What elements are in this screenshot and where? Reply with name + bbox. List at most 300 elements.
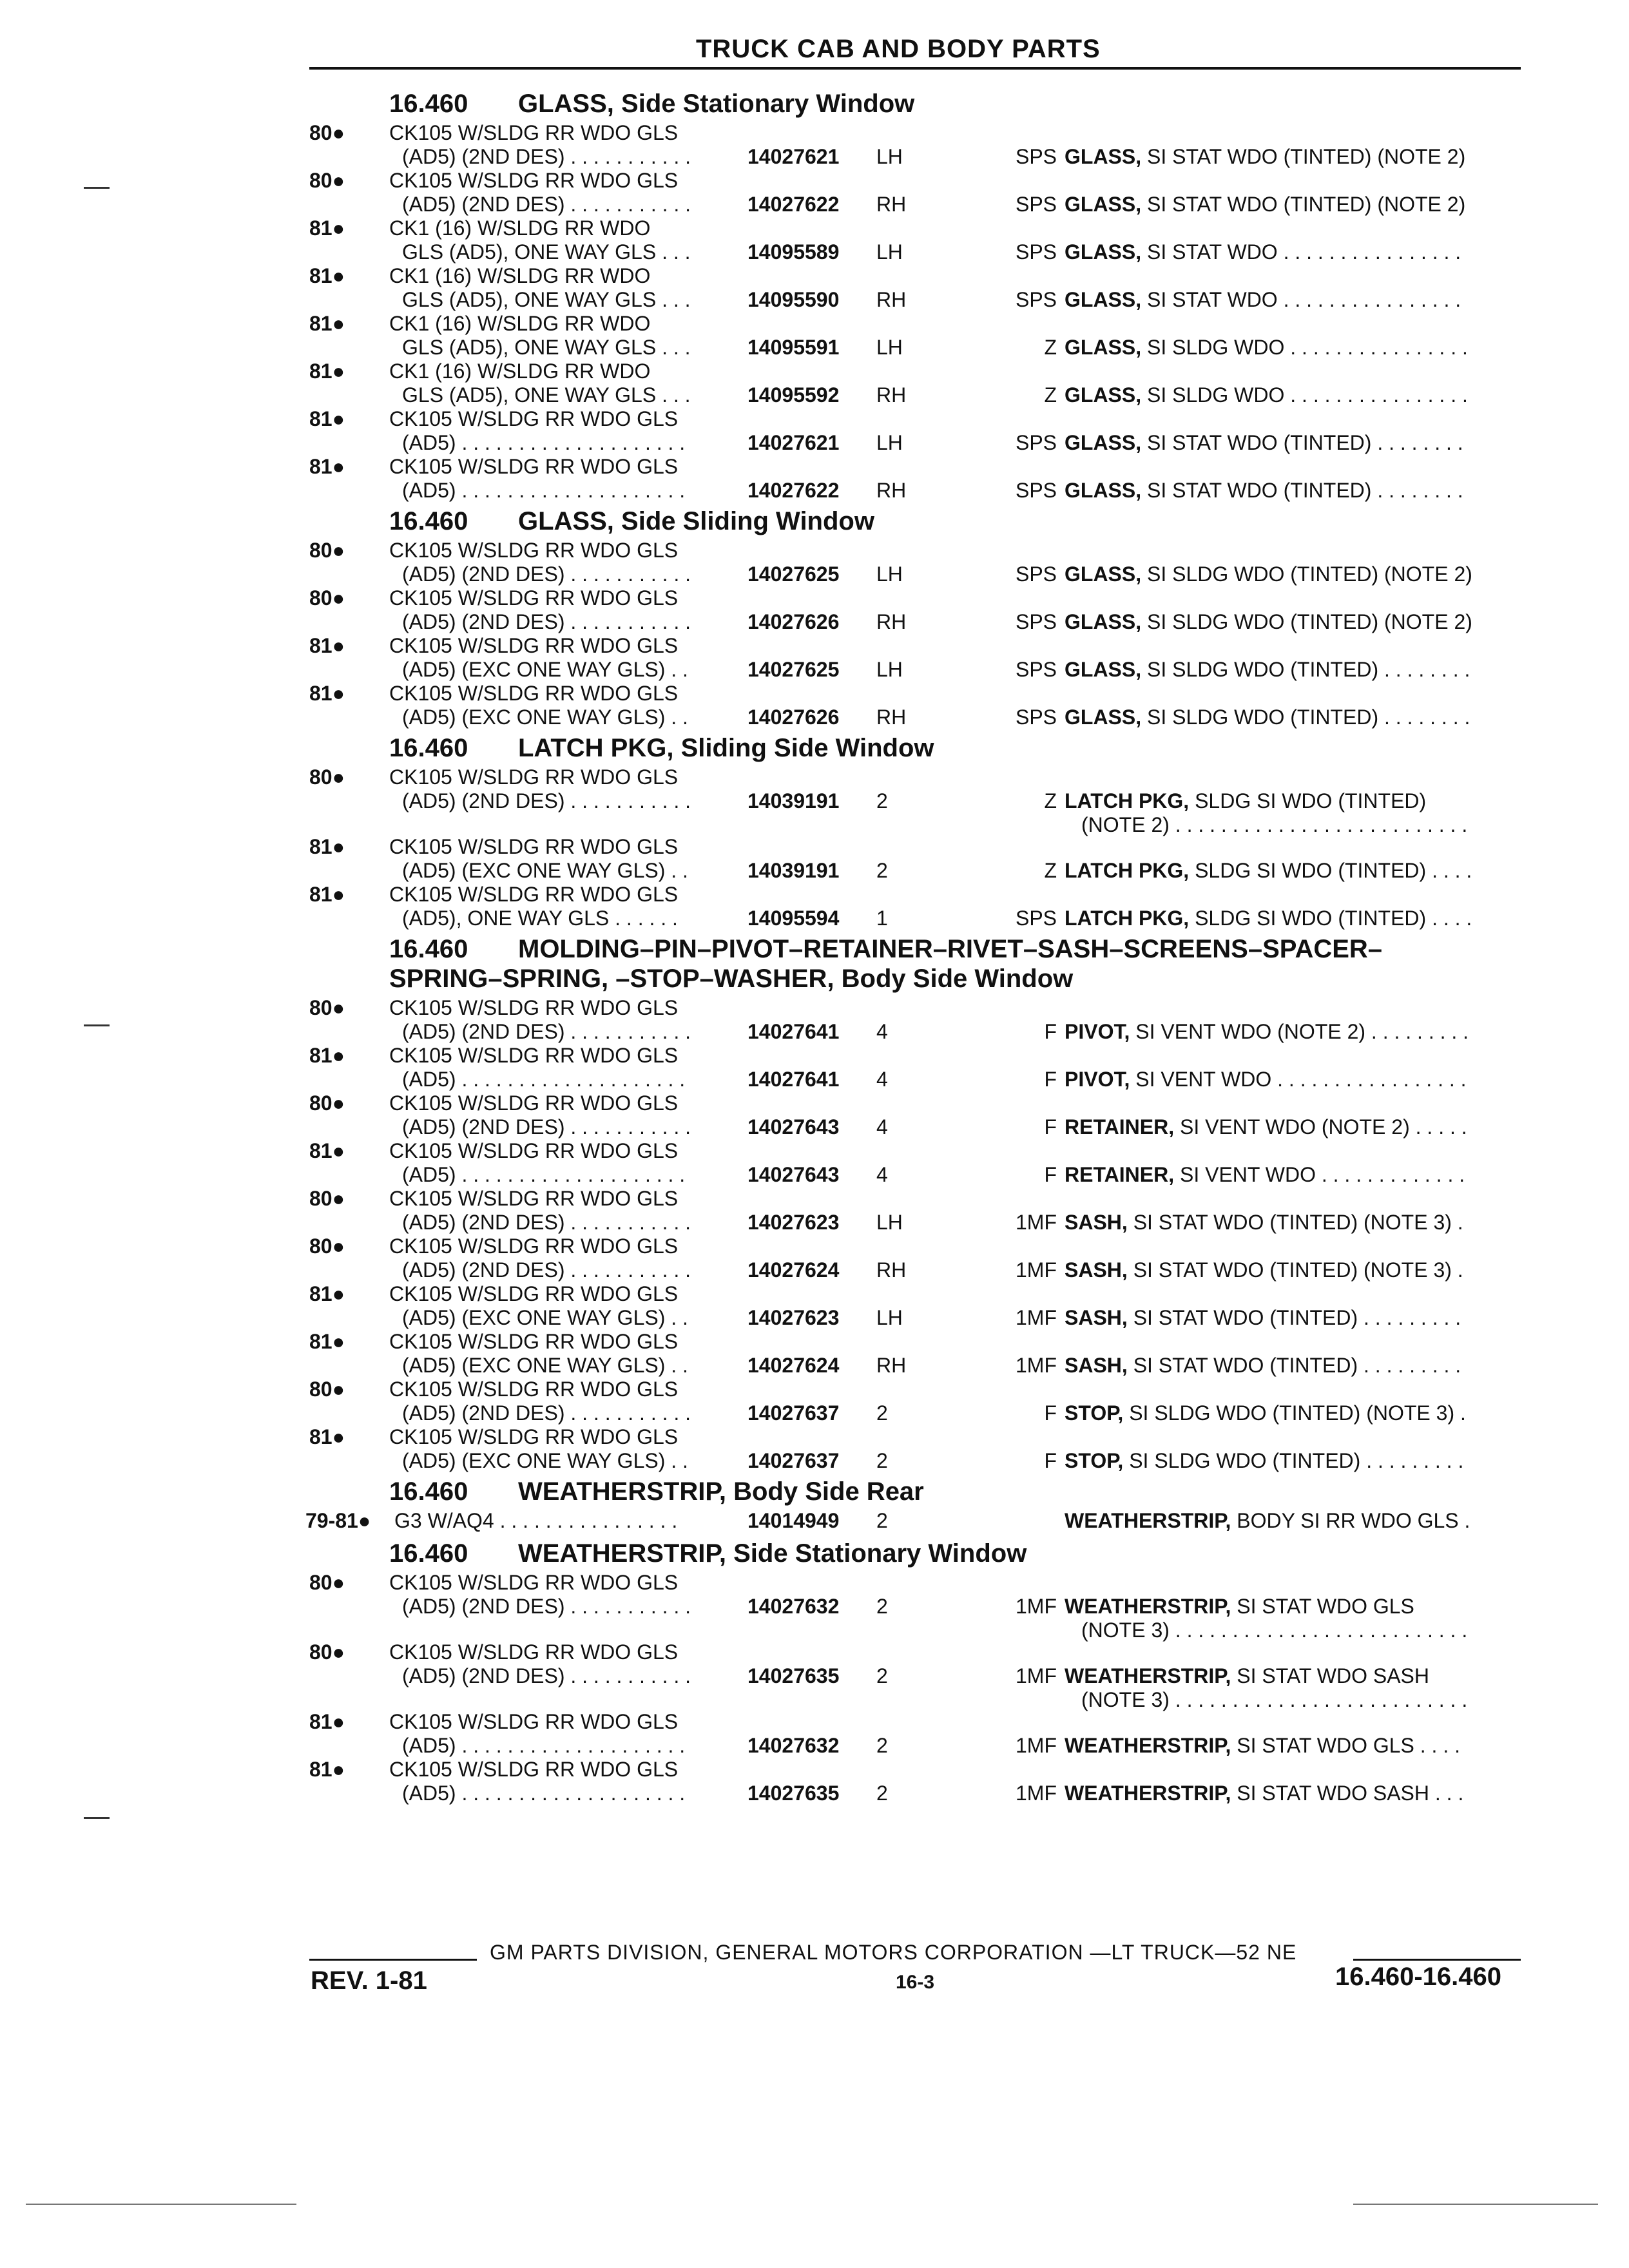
part-name: GLASS, [1065,240,1142,264]
section-code: 16.460 [389,90,468,118]
part-number: 14014949 [747,1509,840,1532]
part-description [1065,240,1522,264]
source-code: SPS [1015,706,1057,729]
model-year: 81● [309,1139,345,1162]
part-description [1065,479,1522,503]
model-application: CK105 W/SLDG RR WDO GLS [389,539,679,562]
model-application-detail: (AD5) (2ND DES) . . . . . . . . . . . [402,789,691,812]
part-row [309,264,1521,312]
model-year: 81● [309,1044,345,1067]
quantity: 2 [876,859,888,882]
part-row [309,1758,1521,1805]
quantity: LH [876,240,903,264]
model-year: 80● [309,765,345,789]
part-number: 14027623 [747,1306,840,1329]
model-application: CK105 W/SLDG RR WDO GLS [389,121,679,144]
part-row [309,883,1521,930]
part-row [309,216,1521,264]
part-name: GLASS, [1065,288,1142,311]
part-name: GLASS, [1065,479,1142,502]
part-description-continued: (NOTE 3) . . . . . . . . . . . . . . . . . . . . . . . . . . [1081,1619,1468,1642]
source-code: SPS [1015,240,1057,264]
part-description-detail: SI SLDG WDO (TINTED) (NOTE 3) . [1123,1401,1466,1425]
catalog-section [309,89,1521,503]
section-heading [309,506,1521,536]
part-number: 14027624 [747,1354,840,1377]
part-number: 14095594 [747,907,840,930]
part-row [309,455,1521,503]
model-application-detail: (AD5) (2ND DES) . . . . . . . . . . . [402,1020,691,1043]
part-description-detail: SI STAT WDO (TINTED) (NOTE 2) [1141,193,1466,216]
part-description [1065,1734,1522,1758]
part-description-detail: SI SLDG WDO . . . . . . . . . . . . . . . . [1141,336,1468,359]
part-description [1065,193,1522,216]
section-range: 16.460-16.460 [1335,1963,1502,1991]
part-description-detail: SLDG SI WDO (TINTED) . . . . [1189,907,1472,930]
quantity: LH [876,336,903,359]
part-row [309,1330,1521,1378]
part-row [309,1571,1521,1640]
footer-rule [1353,1959,1521,1961]
part-description-detail: SI STAT WDO SASH [1231,1664,1429,1687]
model-year: 81● [309,1282,345,1305]
part-number: 14027635 [747,1782,840,1805]
model-year: 81● [309,455,345,478]
model-application: CK1 (16) W/SLDG RR WDO [389,216,651,240]
part-row [309,1378,1521,1425]
part-row [309,1425,1521,1473]
source-code: SPS [1015,479,1057,502]
part-row [309,1139,1521,1187]
part-description [1065,1664,1522,1688]
model-year: 80● [309,1571,345,1594]
margin-mark [84,1024,110,1026]
part-name: GLASS, [1065,562,1142,586]
section-heading [309,89,1521,119]
source-code: 1MF [1016,1306,1057,1329]
model-application-detail: (AD5) . . . . . . . . . . . . . . . . . . . . [402,1734,686,1757]
footer-rule [309,1959,477,1961]
quantity: 4 [876,1068,888,1091]
part-description-detail: SLDG SI WDO (TINTED) . . . . [1189,859,1472,882]
part-number: 14027623 [747,1211,840,1234]
part-number: 14027632 [747,1595,840,1618]
part-description-detail: SI VENT WDO . . . . . . . . . . . . . [1174,1163,1465,1186]
part-name: GLASS, [1065,383,1142,407]
model-application: CK105 W/SLDG RR WDO GLS [389,996,679,1019]
part-name: WEATHERSTRIP, [1065,1664,1231,1687]
section-code: 16.460 [389,1477,468,1506]
model-application-detail: GLS (AD5), ONE WAY GLS . . . [402,240,691,264]
model-year: 81● [309,360,345,383]
quantity: 2 [876,1664,888,1687]
part-description-detail: SI STAT WDO (TINTED) . . . . . . . . . [1127,1306,1461,1329]
part-row [309,682,1521,729]
quantity: 2 [876,1449,888,1472]
model-year: 81● [309,1710,345,1733]
catalog-section [305,1477,1521,1535]
quantity: LH [876,1211,903,1234]
model-year: 80● [309,539,345,562]
section-title: LATCH PKG, Sliding Side Window [518,734,934,762]
model-application: CK1 (16) W/SLDG RR WDO [389,360,651,383]
part-number: 14027624 [747,1258,840,1282]
part-description [1065,1401,1522,1425]
part-row [309,586,1521,634]
section-title: WEATHERSTRIP, Body Side Rear [518,1477,924,1506]
part-name: SASH, [1065,1354,1128,1377]
part-number: 14027641 [747,1020,840,1043]
model-year: 81● [309,682,345,705]
scan-artifact [1353,2204,1598,2205]
quantity: LH [876,431,903,454]
section-heading [309,1539,1521,1568]
part-description [1065,789,1522,813]
catalog-section [309,733,1521,930]
model-application-detail: (AD5) (EXC ONE WAY GLS) . . [402,706,688,729]
part-row [309,1091,1521,1139]
part-description [1065,1258,1522,1282]
source-code: F [1044,1115,1057,1139]
part-description [1065,1163,1522,1187]
source-code: Z [1044,336,1057,359]
part-description-detail: SI SLDG WDO (TINTED) . . . . . . . . [1141,706,1470,729]
part-description [1065,1211,1522,1235]
source-code: Z [1044,859,1057,882]
source-code: 1MF [1016,1258,1057,1282]
part-description-detail: SI STAT WDO (TINTED) (NOTE 3) . [1127,1211,1463,1234]
part-description-detail: SI VENT WDO . . . . . . . . . . . . . . . . . [1130,1068,1467,1091]
source-code: F [1044,1020,1057,1043]
section-heading [309,733,1521,763]
part-description-detail: SI SLDG WDO (TINTED) . . . . . . . . [1141,658,1470,681]
scan-artifact [26,2204,296,2205]
source-code: SPS [1015,907,1057,930]
parts-catalog-list [305,85,1521,1805]
part-description-detail: SI STAT WDO (TINTED) (NOTE 3) . [1127,1258,1463,1282]
footer-publisher-line: GM PARTS DIVISION, GENERAL MOTORS CORPORATION —LT TRUCK—52 NE [490,1941,1297,1964]
part-description-detail: SI STAT WDO . . . . . . . . . . . . . . . . [1141,240,1461,264]
source-code: Z [1044,383,1057,407]
part-row [309,634,1521,682]
model-year: 80● [309,169,345,192]
part-description [1065,859,1522,883]
part-number: 14027632 [747,1734,840,1757]
model-application: CK105 W/SLDG RR WDO GLS [389,1640,679,1664]
model-year: 81● [309,1758,345,1781]
part-number: 14039191 [747,859,840,882]
model-year: 81● [309,835,345,858]
source-code: SPS [1015,431,1057,454]
part-name: WEATHERSTRIP, [1065,1782,1231,1805]
source-code: 1MF [1016,1354,1057,1377]
part-name: PIVOT, [1065,1068,1130,1091]
quantity: 4 [876,1020,888,1043]
part-row [305,1509,1521,1535]
quantity: RH [876,1258,907,1282]
part-description [1065,658,1522,682]
source-code: SPS [1015,562,1057,586]
part-description-detail: BODY SI RR WDO GLS . [1231,1509,1470,1532]
part-row [309,539,1521,586]
source-code: F [1044,1401,1057,1425]
model-year: 81● [309,264,345,287]
model-application: CK105 W/SLDG RR WDO GLS [389,1091,679,1115]
model-application: CK105 W/SLDG RR WDO GLS [389,1330,679,1353]
catalog-section [309,1539,1521,1805]
part-row [309,996,1521,1044]
part-name: SASH, [1065,1258,1128,1282]
model-year: 80● [309,996,345,1019]
quantity: 2 [876,1782,888,1805]
source-code: 1MF [1016,1782,1057,1805]
page-number: 16-3 [896,1972,935,1993]
part-row [309,1044,1521,1091]
part-name: GLASS, [1065,145,1142,168]
part-description-detail: SLDG SI WDO (TINTED) [1189,789,1427,812]
catalog-section [309,506,1521,729]
part-row [309,169,1521,216]
part-name: LATCH PKG, [1065,859,1190,882]
section-code: 16.460 [389,734,468,762]
part-description [1065,706,1522,729]
source-code: SPS [1015,658,1057,681]
part-description-detail: SI SLDG WDO (TINTED) (NOTE 2) [1141,562,1472,586]
section-code: 16.460 [389,507,468,535]
part-description [1065,562,1522,586]
part-description-detail: SI STAT WDO GLS [1231,1595,1414,1618]
part-name: LATCH PKG, [1065,907,1190,930]
model-application-detail: (AD5) (2ND DES) . . . . . . . . . . . [402,562,691,586]
model-application-detail: (AD5) (EXC ONE WAY GLS) . . [402,1306,688,1329]
model-application: CK105 W/SLDG RR WDO GLS [389,1758,679,1781]
part-name: GLASS, [1065,658,1142,681]
model-application: CK105 W/SLDG RR WDO GLS [389,1187,679,1210]
part-description [1065,1068,1522,1091]
part-description-continued: (NOTE 3) . . . . . . . . . . . . . . . . . . . . . . . . . . [1081,1688,1468,1711]
model-year: 80● [309,1235,345,1258]
part-description-detail: SI SLDG WDO (TINTED) . . . . . . . . . [1123,1449,1464,1472]
part-number: 14027643 [747,1163,840,1186]
source-code: SPS [1015,145,1057,168]
part-number: 14027637 [747,1401,840,1425]
quantity: RH [876,706,907,729]
quantity: RH [876,1354,907,1377]
model-application-detail: (AD5) . . . . . . . . . . . . . . . . . . . . [402,1068,686,1091]
part-name: RETAINER, [1065,1115,1175,1139]
model-application: CK105 W/SLDG RR WDO GLS [389,586,679,610]
source-code: F [1044,1449,1057,1472]
part-description [1065,1115,1522,1139]
part-number: 14027635 [747,1664,840,1687]
part-description-detail: SI VENT WDO (NOTE 2) . . . . . . . . . [1130,1020,1469,1043]
model-application-detail: (AD5) . . . . . . . . . . . . . . . . . . . . [402,1163,686,1186]
part-description [1065,336,1522,360]
quantity: 2 [876,789,888,812]
quantity: 2 [876,1734,888,1757]
model-application: CK105 W/SLDG RR WDO GLS [389,1378,679,1401]
quantity: RH [876,479,907,502]
model-application-detail: (AD5) (2ND DES) . . . . . . . . . . . [402,193,691,216]
model-application: CK105 W/SLDG RR WDO GLS [389,455,679,478]
model-application-detail: (AD5), ONE WAY GLS . . . . . . [402,907,678,930]
model-application-detail: (AD5) (2ND DES) . . . . . . . . . . . [402,1115,691,1139]
part-description-detail: SI SLDG WDO . . . . . . . . . . . . . . . . [1141,383,1468,407]
part-number: 14095592 [747,383,840,407]
part-number: 14027625 [747,658,840,681]
part-number: 14027621 [747,431,840,454]
quantity: 4 [876,1115,888,1139]
model-application: CK105 W/SLDG RR WDO GLS [389,407,679,430]
model-application: CK105 W/SLDG RR WDO GLS [389,634,679,657]
source-code: 1MF [1016,1664,1057,1687]
part-description [1065,431,1522,455]
model-application-detail: (AD5) (2ND DES) . . . . . . . . . . . [402,1258,691,1282]
part-name: SASH, [1065,1211,1128,1234]
quantity: 1 [876,907,888,930]
quantity: 2 [876,1509,888,1532]
model-application-detail: GLS (AD5), ONE WAY GLS . . . [402,336,691,359]
part-name: PIVOT, [1065,1020,1130,1043]
part-description [1065,907,1522,930]
model-application-detail: (AD5) (2ND DES) . . . . . . . . . . . [402,610,691,633]
model-year: 80● [309,121,345,144]
part-description [1065,288,1522,312]
part-description-detail: SI STAT WDO . . . . . . . . . . . . . . . . [1141,288,1461,311]
part-number: 14095591 [747,336,840,359]
quantity: 4 [876,1163,888,1186]
model-application-detail: GLS (AD5), ONE WAY GLS . . . [402,288,691,311]
model-year: 80● [309,1378,345,1401]
source-code: 1MF [1016,1734,1057,1757]
model-application-detail: (AD5) (EXC ONE WAY GLS) . . [402,658,688,681]
section-heading [309,934,1521,994]
part-number: 14095589 [747,240,840,264]
part-description [1065,1782,1522,1805]
catalog-section [309,934,1521,1473]
part-row [309,121,1521,169]
part-row [309,312,1521,360]
header-rule [309,67,1521,70]
source-code: SPS [1015,610,1057,633]
part-name: STOP, [1065,1401,1124,1425]
section-title: WEATHERSTRIP, Side Stationary Window [518,1539,1027,1568]
part-number: 14027626 [747,706,840,729]
quantity: 2 [876,1595,888,1618]
section-code: 16.460 [389,1539,468,1568]
model-year: 80● [309,586,345,610]
quantity: RH [876,383,907,407]
model-year: 80● [309,1187,345,1210]
model-application-detail: (AD5) (EXC ONE WAY GLS) . . [402,859,688,882]
part-number: 14027637 [747,1449,840,1472]
model-application-detail: (AD5) (2ND DES) . . . . . . . . . . . [402,1401,691,1425]
part-number: 14027626 [747,610,840,633]
source-code: SPS [1015,193,1057,216]
revision-label: REV. 1-81 [311,1966,427,1995]
part-row [309,1187,1521,1235]
section-title: GLASS, Side Stationary Window [518,90,915,118]
model-application-detail: (AD5) (2ND DES) . . . . . . . . . . . [402,1664,691,1687]
source-code: Z [1044,789,1057,812]
model-year: 81● [309,883,345,906]
part-description [1065,1449,1522,1473]
part-description [1065,1306,1522,1330]
model-application: CK105 W/SLDG RR WDO GLS [389,1571,679,1594]
part-description-detail: SI SLDG WDO (TINTED) (NOTE 2) [1141,610,1472,633]
model-application: CK105 W/SLDG RR WDO GLS [389,169,679,192]
model-application: CK105 W/SLDG RR WDO GLS [389,682,679,705]
quantity: RH [876,610,907,633]
part-description-detail: SI STAT WDO (TINTED) . . . . . . . . . [1127,1354,1461,1377]
part-name: WEATHERSTRIP, [1065,1509,1231,1532]
part-number: 14027641 [747,1068,840,1091]
part-description-continued: (NOTE 2) . . . . . . . . . . . . . . . . . . . . . . . . . . [1081,813,1468,836]
section-heading [309,1477,1521,1506]
model-application-detail: G3 W/AQ4 . . . . . . . . . . . . . . . . [394,1509,678,1532]
part-name: GLASS, [1065,336,1142,359]
model-application-detail: GLS (AD5), ONE WAY GLS . . . [402,383,691,407]
model-application-detail: (AD5) (EXC ONE WAY GLS) . . [402,1354,688,1377]
model-application-detail: (AD5) . . . . . . . . . . . . . . . . . . . . [402,431,686,454]
part-name: WEATHERSTRIP, [1065,1734,1231,1757]
part-description-detail: SI STAT WDO SASH . . . [1231,1782,1464,1805]
part-row [309,1640,1521,1710]
model-application: CK1 (16) W/SLDG RR WDO [389,264,651,287]
model-year: 81● [309,634,345,657]
quantity: LH [876,1306,903,1329]
part-description-detail: SI STAT WDO (TINTED) . . . . . . . . [1141,431,1463,454]
quantity: LH [876,562,903,586]
part-number: 14095590 [747,288,840,311]
quantity: RH [876,288,907,311]
part-name: LATCH PKG, [1065,789,1190,812]
model-application-detail: (AD5) . . . . . . . . . . . . . . . . . . . . [402,1782,686,1805]
part-number: 14027622 [747,193,840,216]
quantity: LH [876,145,903,168]
model-application: CK105 W/SLDG RR WDO GLS [389,1425,679,1448]
part-description-detail: SI VENT WDO (NOTE 2) . . . . . [1174,1115,1467,1139]
part-description [1065,610,1522,634]
model-application-detail: (AD5) (2ND DES) . . . . . . . . . . . [402,1595,691,1618]
part-row [309,835,1521,883]
model-application: CK105 W/SLDG RR WDO GLS [389,1282,679,1305]
section-title: GLASS, Side Sliding Window [518,507,874,535]
model-application-detail: (AD5) (2ND DES) . . . . . . . . . . . [402,1211,691,1234]
margin-mark [84,1817,110,1819]
part-number: 14039191 [747,789,840,812]
part-description-detail: SI STAT WDO GLS . . . . [1231,1734,1460,1757]
part-name: GLASS, [1065,706,1142,729]
model-application: CK105 W/SLDG RR WDO GLS [389,883,679,906]
part-name: WEATHERSTRIP, [1065,1595,1231,1618]
part-name: GLASS, [1065,431,1142,454]
model-application: CK105 W/SLDG RR WDO GLS [389,1235,679,1258]
part-description [1065,383,1522,407]
model-application: CK1 (16) W/SLDG RR WDO [389,312,651,335]
quantity: LH [876,658,903,681]
page-title: TRUCK CAB AND BODY PARTS [696,35,1101,63]
part-name: GLASS, [1065,193,1142,216]
part-number: 14027621 [747,145,840,168]
model-year: 81● [309,1425,345,1448]
part-description-detail: SI STAT WDO (TINTED) (NOTE 2) [1141,145,1466,168]
part-row [309,765,1521,835]
part-name: GLASS, [1065,610,1142,633]
part-number: 14027622 [747,479,840,502]
source-code: 1MF [1016,1211,1057,1234]
part-name: RETAINER, [1065,1163,1175,1186]
